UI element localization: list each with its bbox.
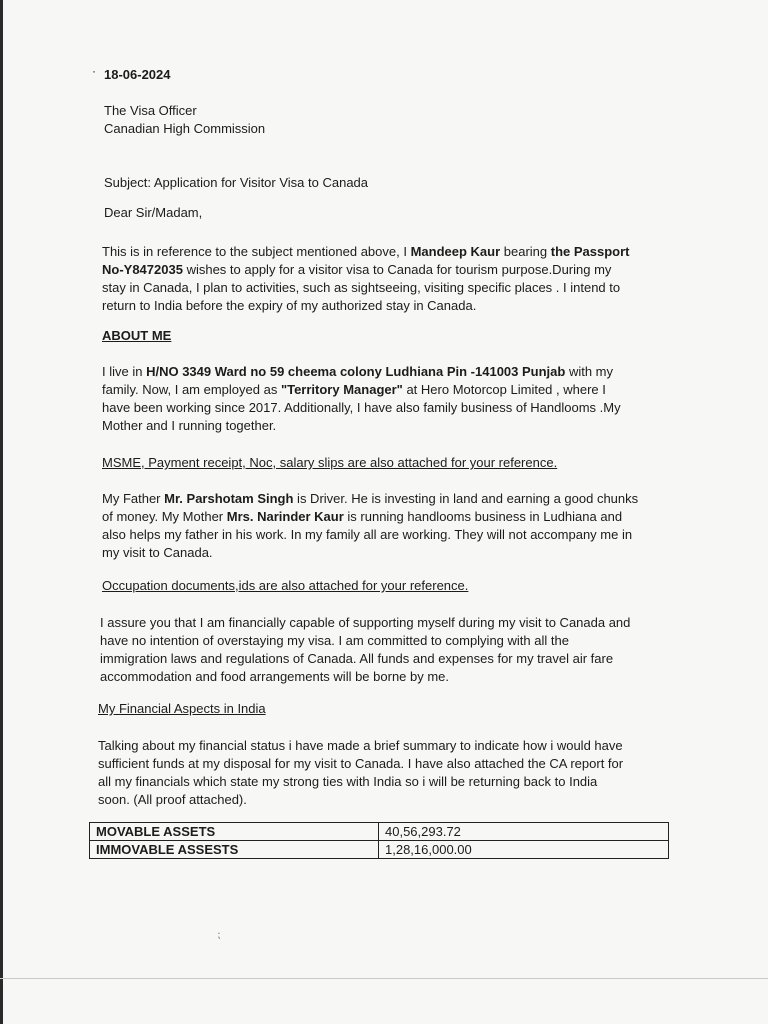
family-line-4: my visit to Canada. [102,545,213,560]
financial-line-2: sufficient funds at my disposal for my visit to Canada. I have also attached the CA report for [98,756,624,771]
financial-line-1: Talking about my financial status i have made a brief summary to indicate how i would have [98,738,623,753]
occupation-attachment-note: Occupation documents,ids are also attached for your reference. [102,578,469,593]
passport-number: No-Y8472035 [102,262,183,277]
home-address: H/NO 3349 Ward no 59 cheema colony Ludhiana Pin -141003 Punjab [146,364,566,379]
job-title: "Territory Manager" [280,382,403,397]
mother-name: Mrs. Narinder Kaur [226,509,344,524]
assurance-line-4: accommodation and food arrangements will be borne by me. [100,669,450,684]
family-text: of money. My Mother [102,509,227,524]
financial-line-3: all my financials which state my strong ties with India so i will be returning back to India [98,774,598,789]
stray-dot: · [92,64,96,78]
recipient-line-1: The Visa Officer [104,103,197,118]
table-row [90,841,669,859]
about-line-3: have been working since 2017. Additionally, I have also family business of Handlooms .My [102,400,621,415]
about-text: family. Now, I am employed as [102,382,281,397]
about-text: with my [565,364,614,379]
assurance-line-2: have no intention of overstaying my visa. I am committed to complying with all the [100,633,569,648]
salutation: Dear Sir/Madam, [104,205,203,220]
asset-label: MOVABLE ASSETS [90,823,379,841]
about-line-4: Mother and I running together. [102,418,277,433]
passport-label: the Passport [550,244,630,259]
assurance-line-1: I assure you that I am financially capable of supporting myself during my visit to Canada and [100,615,631,630]
intro-text: This is in reference to the subject mentioned above, I [102,244,411,259]
asset-value: 1,28,16,000.00 [379,841,669,859]
scan-edge-shadow [0,0,3,1024]
subject-line: Subject: Application for Visitor Visa to Canada [104,175,369,190]
about-line-1 [102,362,613,381]
asset-value: 40,56,293.72 [379,823,669,841]
assurance-line-3: immigration laws and regulations of Canada. All funds and expenses for my travel air fare [100,651,614,666]
father-name: Mr. Parshotam Singh [164,491,294,506]
about-text: I live in [102,364,147,379]
family-text: My Father [102,491,165,506]
intro-line-4: return to India before the expiry of my authorized stay in Canada. [102,298,477,313]
msme-attachment-note: MSME, Payment receipt, Noc, salary slips are also attached for your reference. [102,455,558,470]
recipient-line-2: Canadian High Commission [104,121,266,136]
family-text: is Driver. He is investing in land and earning a good chunks [293,491,639,506]
scan-bottom-line [0,978,768,979]
letter-date: 18-06-2024 [104,67,171,82]
intro-text: bearing [500,244,551,259]
applicant-name: Mandeep Kaur [410,244,501,259]
financial-heading: My Financial Aspects in India [98,701,266,716]
intro-line-3: stay in Canada, I plan to activities, such as sightseeing, visiting specific places . I intend to [102,280,621,295]
assets-table [89,822,669,859]
about-text: at Hero Motorcop Limited , where I [402,382,606,397]
intro-text: wishes to apply for a visitor visa to Canada for tourism purpose.During my [182,262,612,277]
intro-line-1 [102,242,629,261]
family-text: is running handlooms business in Ludhiana and [343,509,623,524]
scan-speck: ⁏ [217,930,221,941]
family-line-1 [102,489,638,508]
about-me-heading: ABOUT ME [102,328,172,343]
asset-label: IMMOVABLE ASSESTS [90,841,379,859]
financial-line-4: soon. (All proof attached). [98,792,247,807]
table-row [90,823,669,841]
family-line-3: also helps my father in his work. In my family all are working. They will not accompany me in [102,527,633,542]
intro-line-2 [102,260,611,279]
family-line-2 [102,507,622,526]
about-line-2 [102,380,606,399]
